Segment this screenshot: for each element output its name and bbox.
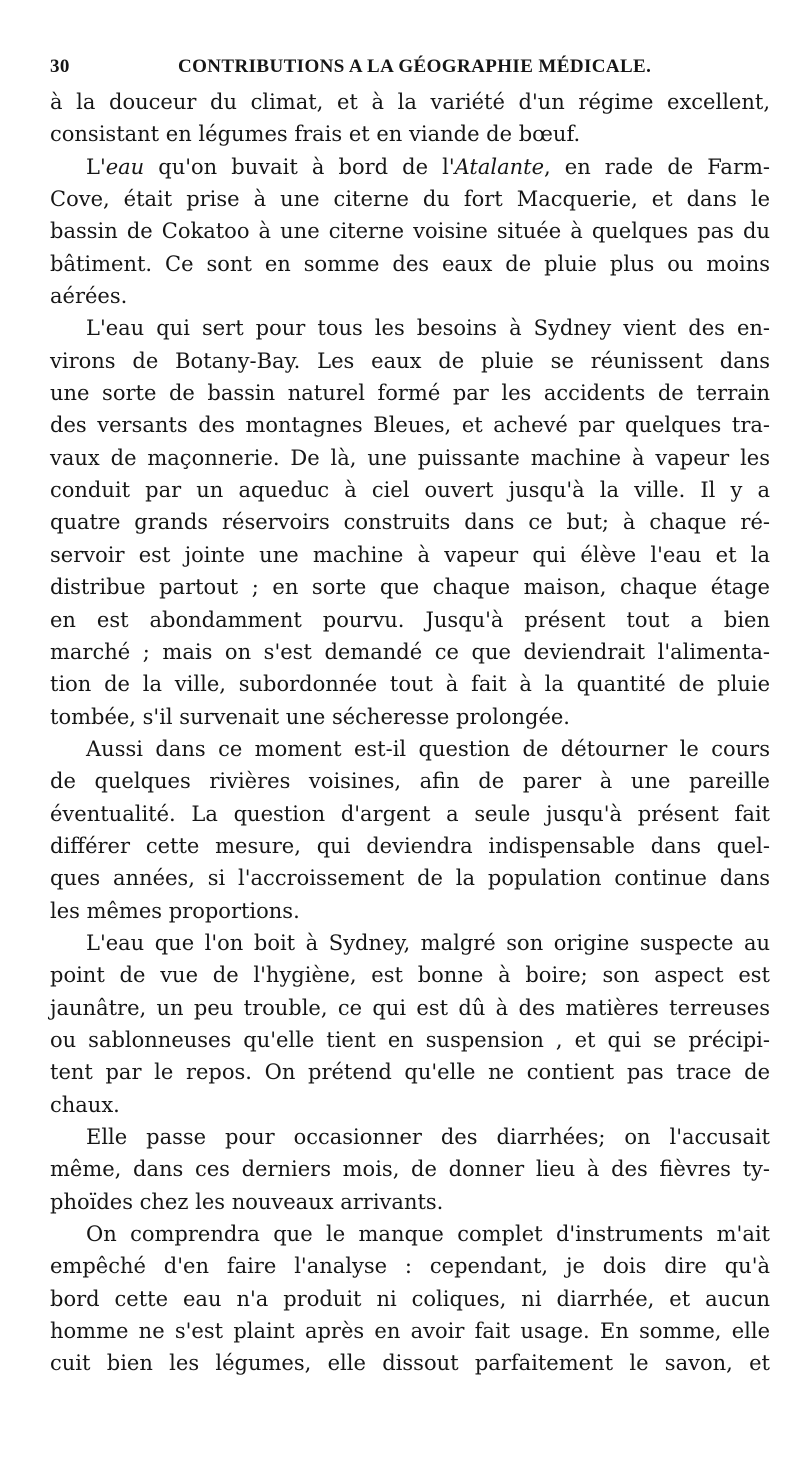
text-line (50, 506, 770, 538)
text-span: consistant en légumes frais et en viande de bœuf. (50, 122, 581, 147)
text-line (50, 1347, 770, 1379)
text-span: distribue partout ; en sorte que chaque maison, chaque étage (50, 575, 770, 600)
running-title: CONTRIBUTIONS A LA GÉOGRAPHIE MÉDICALE. (178, 56, 652, 77)
text-line (50, 959, 770, 991)
text-span: de quelques rivières voisines, afin de parer à une pareille (50, 769, 770, 794)
text-span: phoïdes chez les nouveaux arrivants. (50, 1189, 444, 1214)
page-number: 30 (50, 56, 70, 77)
text-line (50, 1153, 770, 1185)
text-span: bâtiment. Ce sont en somme des eaux de pluie plus ou moins (50, 251, 770, 276)
text-line (50, 474, 770, 506)
text-line (50, 1283, 770, 1315)
text-span: virons de Botany-Bay. Les eaux de pluie se réunissent dans (50, 348, 770, 373)
text-span: On comprendra que le manque complet d'instruments m'ait (86, 1222, 770, 1247)
text-span: bassin de Cokatoo à une citerne voisine située à quelques pas du (50, 219, 770, 244)
text-span: éventualité. La question d'argent a seule jusqu'à présent fait (50, 801, 770, 826)
text-line (50, 668, 770, 700)
text-line (50, 927, 770, 959)
text-span: L'eau que l'on boit à Sydney, malgré son origine suspecte au (86, 930, 770, 955)
text-line (50, 862, 770, 894)
text-span: jaunâtre, un peu trouble, ce qui est dû à des matières terreuses (50, 995, 770, 1020)
italic-text: eau (105, 154, 145, 179)
text-span: vaux de maçonnerie. De là, une puissante machine à vapeur les (50, 445, 770, 470)
text-line (50, 992, 770, 1024)
text-line (50, 1089, 770, 1121)
text-span: aérées. (50, 284, 128, 309)
text-line (50, 1218, 770, 1250)
text-span: Cove, était prise à une citerne du fort Macquerie, et dans le (50, 187, 770, 212)
text-span: des versants des montagnes Bleues, et achevé par quelques tra- (50, 413, 770, 438)
text-line (50, 701, 770, 733)
text-span: cuit bien les légumes, elle dissout parfaitement le savon, et (50, 1351, 770, 1376)
text-line (50, 830, 770, 862)
text-span: marché ; mais on s'est demandé ce que deviendrait l'alimenta- (50, 639, 770, 664)
text-span: ques années, si l'accroissement de la population continue dans (50, 866, 770, 891)
text-line (50, 1250, 770, 1282)
text-span: L' (86, 154, 106, 179)
running-header (50, 56, 770, 84)
text-line (50, 733, 770, 765)
text-line (50, 604, 770, 636)
text-line (50, 215, 770, 247)
text-span: , en rade de Farm- (544, 154, 770, 179)
text-line (50, 86, 770, 118)
text-span: quatre grands réservoirs construits dans ce but; à chaque ré- (50, 510, 770, 535)
text-line (50, 571, 770, 603)
text-line (50, 377, 770, 409)
text-line (50, 636, 770, 668)
text-line (50, 280, 770, 312)
text-span: homme ne s'est plaint après en avoir fait usage. En somme, elle (50, 1319, 770, 1344)
text-line (50, 1056, 770, 1088)
text-line (50, 539, 770, 571)
text-span: point de vue de l'hygiène, est bonne à boire; son aspect est (50, 963, 770, 988)
text-span: empêché d'en faire l'analyse : cependant, je dois dire qu'à (50, 1254, 770, 1279)
italic-text: Atalante (454, 154, 544, 179)
text-line (50, 798, 770, 830)
text-line (50, 312, 770, 344)
text-span: ou sablonneuses qu'elle tient en suspension , et qui se précipi- (50, 1027, 770, 1052)
text-line (50, 248, 770, 280)
text-span: une sorte de bassin naturel formé par les accidents de terrain (50, 381, 770, 406)
text-span: servoir est jointe une machine à vapeur qui élève l'eau et la (50, 542, 770, 567)
text-span: qu'on buvait à bord de l' (144, 154, 455, 179)
text-span: tent par le repos. On prétend qu'elle ne contient pas trace de (50, 1060, 770, 1085)
text-span: conduit par un aqueduc à ciel ouvert jusqu'à la ville. Il y a (50, 478, 770, 503)
text-span: tion de la ville, subordonnée tout à fait à la quantité de pluie (50, 672, 770, 697)
body-text (50, 86, 770, 1380)
text-span: bord cette eau n'a produit ni coliques, ni diarrhée, et aucun (50, 1286, 770, 1311)
text-span: Aussi dans ce moment est-il question de détourner le cours (86, 736, 770, 761)
text-span: Elle passe pour occasionner des diarrhées; on l'accusait (86, 1125, 770, 1149)
text-line (50, 1024, 770, 1056)
text-span: même, dans ces derniers mois, de donner lieu à des fièvres ty- (50, 1157, 770, 1182)
text-span: L'eau qui sert pour tous les besoins à Sydney vient des en- (86, 316, 770, 341)
text-line (50, 1315, 770, 1347)
text-line (50, 345, 770, 377)
text-line (50, 183, 770, 215)
text-line (50, 1121, 770, 1153)
text-line (50, 409, 770, 441)
text-span: en est abondamment pourvu. Jusqu'à présent tout a bien (50, 607, 770, 632)
text-line (50, 118, 770, 150)
text-span: les mêmes proportions. (50, 898, 300, 923)
text-line (50, 1186, 770, 1218)
text-span: à la douceur du climat, et à la variété d'un régime excellent, (50, 90, 770, 114)
text-span: chaux. (50, 1092, 120, 1117)
text-span: tombée, s'il survenait une sécheresse prolongée. (50, 704, 570, 729)
text-span: différer cette mesure, qui deviendra indispensable dans quel- (50, 833, 770, 858)
text-line (50, 895, 770, 927)
text-line (50, 151, 770, 183)
text-line (50, 442, 770, 474)
text-line (50, 765, 770, 797)
